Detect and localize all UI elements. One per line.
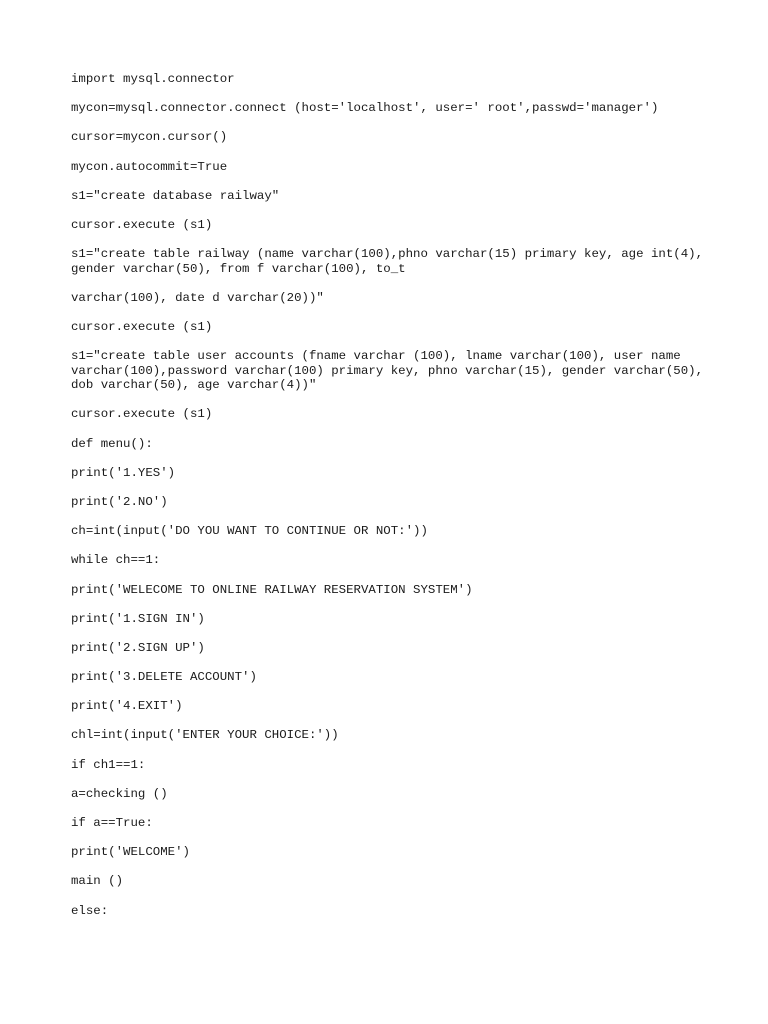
code-line: print('WELCOME') bbox=[71, 845, 190, 860]
code-line: main () bbox=[71, 874, 124, 889]
code-line: print('1.YES') bbox=[71, 465, 176, 480]
code-line: if ch1==1: bbox=[71, 757, 146, 772]
code-line: cursor.execute (s1) bbox=[71, 320, 213, 334]
code-line: s1="create table user accounts (fname varchar (100), lname varchar(100), user name varchar(100),password varchar(100) primary key, phno varchar(15), gender varchar(50), dob varchar(50), age varchar(4))" bbox=[71, 349, 711, 393]
code-line: cursor=mycon.cursor() bbox=[71, 130, 228, 145]
code-listing bbox=[71, 72, 731, 933]
code-line: mycon=mysql.connector.connect (host='localhost', user=' root',passwd='manager') bbox=[71, 101, 659, 116]
code-line: while ch==1: bbox=[71, 553, 161, 568]
code-line: print('1.SIGN IN') bbox=[71, 611, 205, 626]
code-line: print('2.NO') bbox=[71, 494, 168, 509]
code-line: a=checking () bbox=[71, 786, 168, 801]
code-line: chl=int(input('ENTER YOUR CHOICE:')) bbox=[71, 728, 339, 743]
code-line: print('4.EXIT') bbox=[71, 699, 183, 714]
code-line: ch=int(input('DO YOU WANT TO CONTINUE OR NOT:')) bbox=[71, 524, 428, 539]
code-line: def menu(): bbox=[71, 436, 153, 451]
code-line: s1="create table railway (name varchar(100),phno varchar(15) primary key, age int(4), gender varchar(50), from f varchar(100), to_t bbox=[71, 247, 711, 276]
code-line: else: bbox=[71, 903, 109, 918]
code-line: if a==True: bbox=[71, 816, 153, 830]
code-line: mycon.autocommit=True bbox=[71, 159, 228, 174]
code-line: cursor.execute (s1) bbox=[71, 407, 213, 422]
code-line: s1="create database railway" bbox=[71, 188, 280, 203]
code-line: import mysql.connector bbox=[71, 72, 235, 86]
code-line: print('3.DELETE ACCOUNT') bbox=[71, 670, 257, 685]
code-line: print('2.SIGN UP') bbox=[71, 640, 205, 655]
code-line: varchar(100), date d varchar(20))" bbox=[71, 290, 324, 305]
code-line: print('WELECOME TO ONLINE RAILWAY RESERVATION SYSTEM') bbox=[71, 582, 473, 597]
code-line: cursor.execute (s1) bbox=[71, 217, 213, 232]
